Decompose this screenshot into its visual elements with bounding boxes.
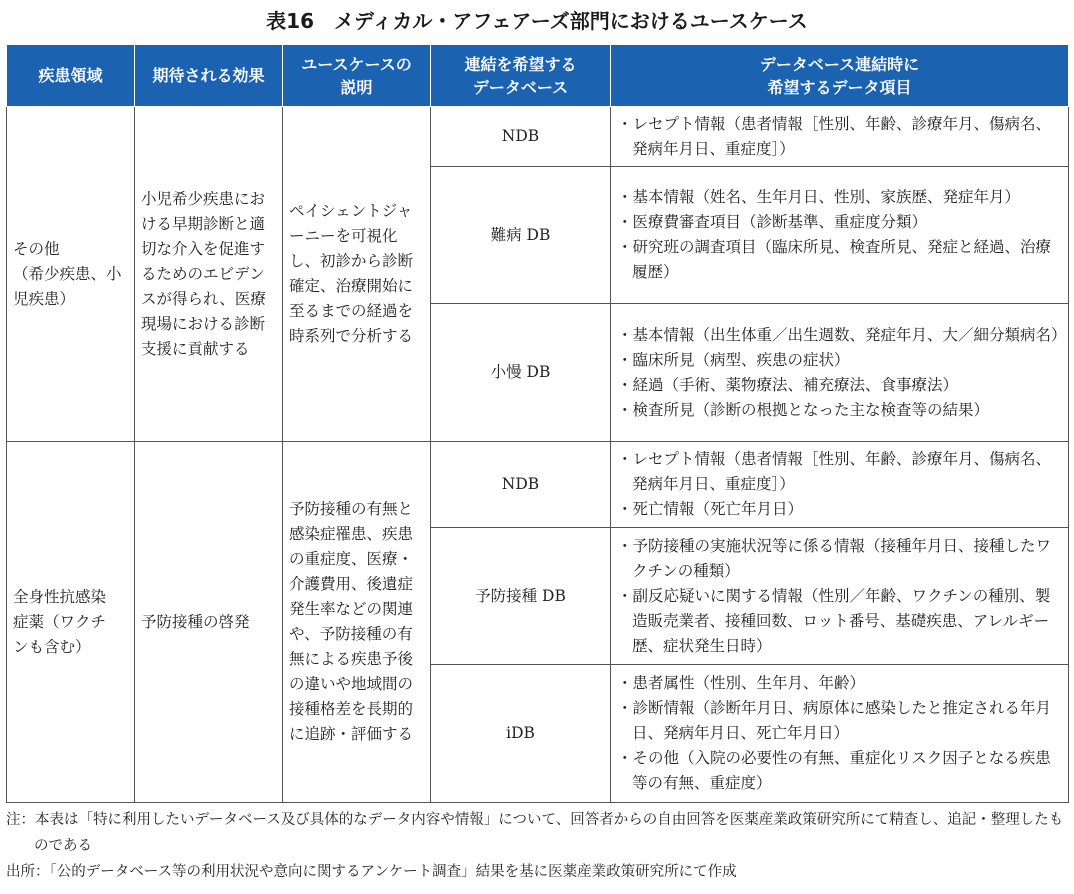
table-title: 表16 メディカル・アフェアーズ部門におけるユースケース <box>266 9 808 33</box>
data-item: ・予防接種の実施状況等に係る情報（接種年月日、接種したワクチンの種類） <box>617 536 1052 580</box>
data-item: ・レセプト情報（患者情報［性別、年齢、診療年月、傷病名、発病年月日、重症度］） <box>617 450 1052 493</box>
header-database: 連結を希望する データベース <box>431 45 611 107</box>
database-cell: 小慢 DB <box>431 304 611 442</box>
data-item: ・その他（入院の必要性の有無、重症化リスク因子となる疾患等の有無、重症度） <box>617 749 1051 792</box>
header-usecase: ユースケースの 説明 <box>283 45 431 107</box>
usecase-description-cell: 予防接種の有無と感染症罹患、疾患の重症度、医療・介護費用、後遺症発生率などの関連や、予防接種の有無による疾患予後の違いや地域間の接種格差を長期的に追跡・評価する <box>283 442 431 803</box>
data-item: ・基本情報（姓名、生年月日、性別、家族歴、発症年月） <box>617 188 1021 206</box>
header-data-items: データベース連結時に 希望するデータ項目 <box>611 45 1069 107</box>
database-cell: 予防接種 DB <box>431 528 611 665</box>
expected-effect-cell: 予防接種の啓発 <box>135 442 283 803</box>
data-item: ・副反応疑いに関する情報（性別／年齢、ワクチンの種別、製造販売業者、接種回数、ロット番号、基礎疾患、アレルギー歴、症状発生日時） <box>617 586 1051 655</box>
data-items-cell <box>611 442 1069 528</box>
table-row <box>7 442 1069 528</box>
data-item: ・基本情報（出生体重／出生週数、発症年月、大／細分類病名） <box>617 325 1067 344</box>
data-item: ・死亡情報（死亡年月日） <box>617 500 804 518</box>
data-items-cell <box>611 665 1069 803</box>
source-note: 出所：「公的データベース等の利用状況や意向に関するアンケート調査」結果を基に医薬産業政策研究所にて作成 <box>6 864 737 880</box>
table-note: 注：本表は「特に利用したいデータベース及び具体的なデータ内容や情報」について、回答者からの自由回答を医薬産業政策研究所にて精査し、追記・整理したものである <box>6 812 1064 854</box>
data-item: ・患者属性（性別、生年月、年齢） <box>617 674 866 692</box>
data-item: ・レセプト情報（患者情報［性別、年齢、診療年月、傷病名、発病年月日、重症度］） <box>617 114 1052 158</box>
disease-area-cell: その他 （希少疾患、小 児疾患） <box>7 107 135 442</box>
data-items-cell <box>611 528 1069 665</box>
database-cell: NDB <box>431 442 611 528</box>
data-item: ・診断情報（診断年月日、病原体に感染したと推定される年月日、発病年月日、死亡年月日） <box>617 699 1052 742</box>
data-item: ・研究班の調査項目（臨床所見、検査所見、発症と経過、治療履歴） <box>617 238 1052 281</box>
header-row <box>7 45 1069 107</box>
data-items-cell <box>611 304 1069 442</box>
header-area: 疾患領域 <box>7 45 135 107</box>
expected-effect-cell: 小児希少疾患における早期診断と適切な介入を促進するためのエビデンスが得られ、医療現場における診断支援に貢献する <box>135 107 283 442</box>
footnotes <box>6 807 1068 885</box>
database-cell: 難病 DB <box>431 167 611 304</box>
header-effect: 期待される効果 <box>135 45 283 107</box>
table-row <box>7 107 1069 167</box>
data-item: ・医療費審査項目（診断基準、重症度分類） <box>617 213 928 231</box>
data-items-cell <box>611 107 1069 167</box>
data-items-cell <box>611 167 1069 304</box>
usecase-table <box>6 44 1069 803</box>
database-cell: NDB <box>431 107 611 167</box>
usecase-description-cell: ペイシェントジャーニーを可視化し、初診から診断確定、治療開始に至るまでの経過を時系列で分析する <box>283 107 431 442</box>
data-item: ・臨床所見（病型、疾患の症状） <box>617 350 850 369</box>
data-item: ・検査所見（診断の根拠となった主な検査等の結果） <box>617 400 990 419</box>
database-cell: iDB <box>431 665 611 803</box>
data-item: ・経過（手術、薬物療法、補充療法、食事療法） <box>617 375 959 394</box>
disease-area-cell: 全身性抗感染 症薬（ワクチ ンも含む） <box>7 442 135 803</box>
